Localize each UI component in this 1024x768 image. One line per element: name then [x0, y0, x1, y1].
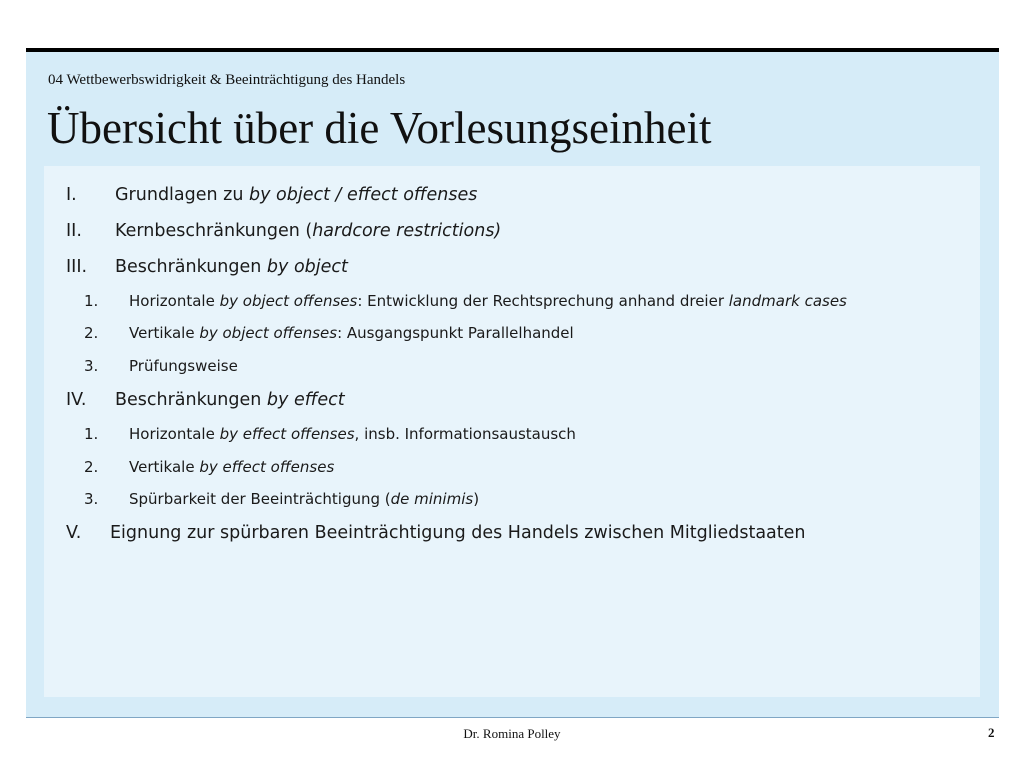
outline-text: Horizontale by object offenses: Entwicklung der Rechtsprechung anhand dreier landmark cases — [129, 292, 847, 310]
outline-text: Beschränkungen by object — [115, 257, 348, 277]
outline-text: Grundlagen zu by object / effect offenses — [115, 185, 478, 205]
slide-subtitle: 04 Wettbewerbswidrigkeit & Beeinträchtigung des Handels — [48, 72, 406, 88]
outline-text: Spürbarkeit der Beeinträchtigung (de minimis) — [129, 490, 480, 508]
outline-number: 2. — [84, 324, 99, 342]
outline-text: Eignung zur spürbaren Beeinträchtigung des Handels zwischen Mitgliedstaaten — [110, 523, 806, 543]
bottom-rule — [26, 717, 999, 718]
outline-number: 1. — [84, 292, 99, 310]
outline-text: Beschränkungen by effect — [115, 390, 345, 410]
outline-text: Horizontale by effect offenses, insb. Informationsaustausch — [129, 425, 576, 443]
outline-number: 1. — [84, 425, 99, 443]
outline-number: III. — [66, 257, 88, 277]
outline-text: Kernbeschränkungen (hardcore restrictions) — [115, 221, 502, 241]
outline-text: Vertikale by object offenses: Ausgangspunkt Parallelhandel — [129, 324, 574, 342]
slide-title: Übersicht über die Vorlesungseinheit — [47, 103, 712, 153]
outline-text: Vertikale by effect offenses — [129, 458, 335, 476]
outline-number: 3. — [84, 357, 99, 375]
page-number: 2 — [988, 725, 995, 740]
outline-number: 2. — [84, 458, 99, 476]
outline-number: IV. — [66, 390, 87, 410]
outline-number: II. — [66, 221, 82, 241]
outline-number: I. — [66, 185, 77, 205]
outline-number: V. — [66, 523, 82, 543]
outline-number: 3. — [84, 490, 99, 508]
outline-text: Prüfungsweise — [129, 357, 238, 375]
footer-author: Dr. Romina Polley — [463, 726, 561, 741]
